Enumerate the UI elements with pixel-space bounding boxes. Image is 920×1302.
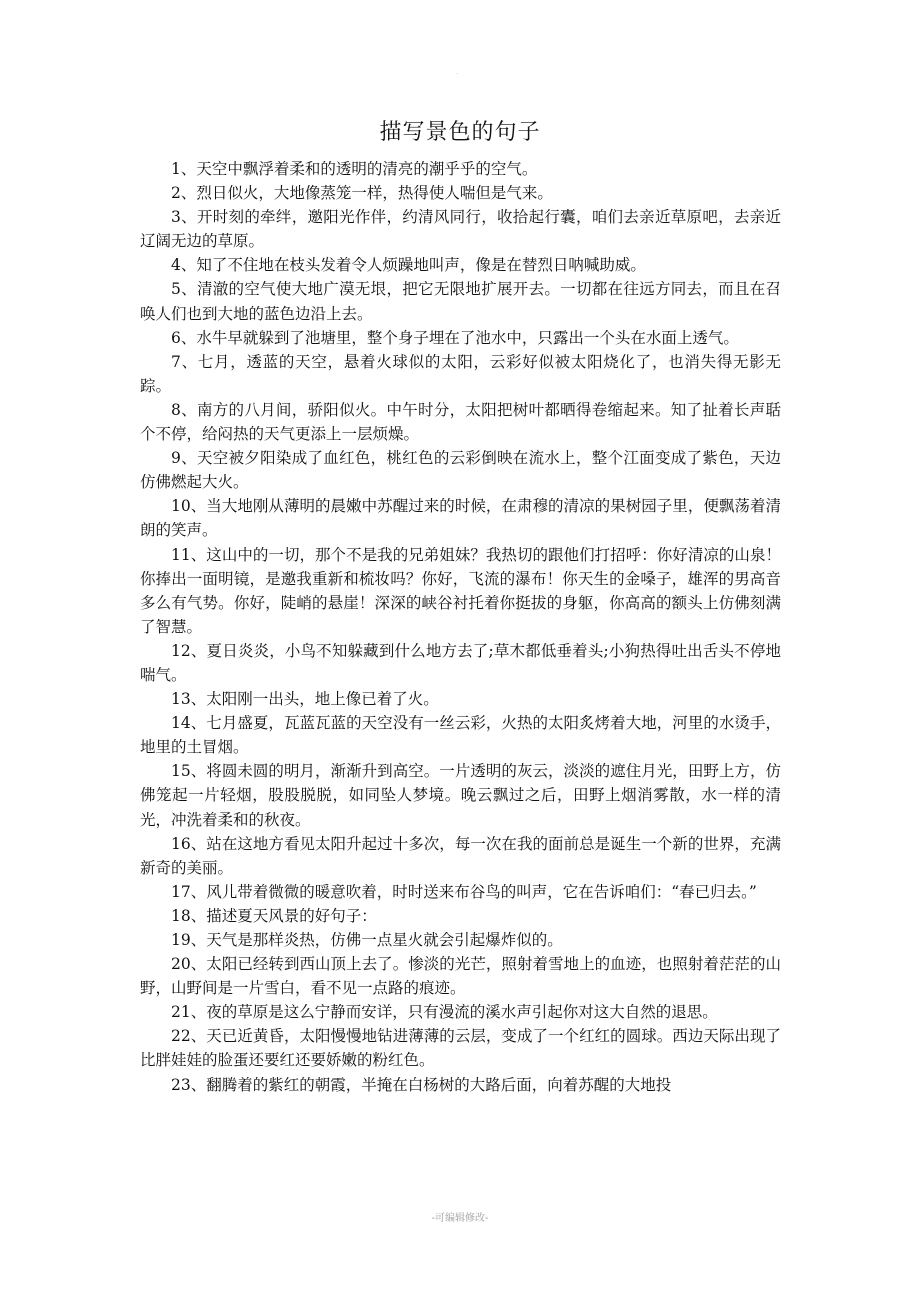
paragraph-23: 23、翻腾着的紫红的朝霞，半掩在白杨树的大路后面，向着苏醒的大地投 — [171, 1075, 672, 1094]
paragraph-6: 6、水牛早就躲到了池塘里，整个身子埋在了池水中，只露出一个头在水面上透气。 — [171, 328, 739, 347]
paragraph-11: 11、这山中的一切，那个不是我的兄弟姐妹？我热切的跟他们打招呼：你好清凉的山泉！你捧出一面明镜，是邀我重新和梳妆吗？你好，飞流的瀑布！你天生的金嗓子，雄浑的男高音多么有气势。你好，陡峭的悬崖！深深的峡谷衬托着你挺拔的身躯，你高高的额头上仿佛刻满了智慧。 — [140, 545, 781, 636]
paragraph-21: 21、夜的草原是这么宁静而安详，只有漫流的溪水声引起你对这大自然的退思。 — [171, 1003, 718, 1022]
paragraph-16: 16、站在这地方看见太阳升起过十多次，每一次在我的面前总是诞生一个新的世界，充满新奇的美丽。 — [140, 834, 781, 877]
paragraph-15: 15、将圆未圆的明月，渐渐升到高空。一片透明的灰云，淡淡的遮住月光，田野上方，仿佛笼起一片轻烟，股股脱脱，如同坠人梦境。晚云飘过之后，田野上烟消雾散，水一样的清光，冲洗着柔和的秋夜。 — [140, 762, 781, 829]
paragraph-7: 7、七月，透蓝的天空，悬着火球似的太阳，云彩好似被太阳烧化了，也消失得无影无踪。 — [140, 352, 781, 395]
page-top-mark: · — [456, 71, 458, 78]
document-title: 描写景色的句子 — [379, 120, 541, 145]
paragraph-4: 4、知了不住地在枝头发着令人烦躁地叫声，像是在替烈日呐喊助威。 — [171, 256, 646, 275]
paragraph-3: 3、开时刻的牵绊，邀阳光作伴，约清风同行，收拾起行囊，咱们去亲近草原吧，去亲近辽阔无边的草原。 — [140, 208, 781, 251]
paragraph-1: 1、天空中飘浮着柔和的透明的清亮的潮乎乎的空气。 — [171, 160, 538, 178]
paragraph-9: 9、天空被夕阳染成了血红色，桃红色的云彩倒映在流水上，整个江面变成了紫色，天边仿佛燃起大火。 — [140, 449, 781, 492]
paragraph-22: 22、天已近黄昏，太阳慢慢地钻进薄薄的云层，变成了一个红红的圆球。西边天际出现了比胖娃娃的脸蛋还要红还要娇嫩的粉红色。 — [140, 1027, 781, 1070]
paragraph-8: 8、南方的八月间，骄阳似火。中午时分，太阳把树叶都晒得卷缩起来。知了扯着长声聒个不停，给闷热的天气更添上一层烦燥。 — [140, 400, 781, 444]
page-footer: -可编辑修改- — [431, 1213, 489, 1224]
paragraph-10: 10、当大地刚从薄明的晨嫩中苏醒过来的时候，在肃穆的清凉的果树园子里，便飘荡着清朗的笑声。 — [140, 497, 781, 540]
paragraph-20: 20、太阳已经转到西山顶上去了。惨淡的光芒，照射着雪地上的血迹，也照射着茫茫的山野，山野间是一片雪白，看不见一点路的痕迹。 — [140, 955, 781, 998]
paragraph-12: 12、夏日炎炎，小鸟不知躲藏到什么地方去了;草木都低垂着头;小狗热得吐出舌头不停地喘气。 — [140, 641, 781, 684]
document-body — [140, 157, 781, 1097]
paragraph-17: 17、风儿带着微微的暖意吹着，时时送来布谷鸟的叫声，它在告诉咱们：“春已归去。” — [171, 882, 757, 901]
paragraph-18: 18、描述夏天风景的好句子： — [171, 906, 377, 925]
paragraph-5: 5、清澈的空气使大地广漠无垠，把它无限地扩展开去。一切都在往远方同去，而且在召唤人们也到大地的蓝色边沿上去。 — [140, 280, 781, 323]
paragraph-13: 13、太阳刚一出头，地上像已着了火。 — [171, 690, 439, 709]
paragraph-19: 19、天气是那样炎热，仿佛一点星火就会引起爆炸似的。 — [171, 931, 563, 949]
paragraph-2: 2、烈日似火，大地像蒸笼一样，热得使人喘但是气来。 — [171, 184, 553, 203]
paragraph-14: 14、七月盛夏，瓦蓝瓦蓝的天空没有一丝云彩，火热的太阳炙烤着大地，河里的水烫手，地里的土冒烟。 — [140, 714, 781, 757]
